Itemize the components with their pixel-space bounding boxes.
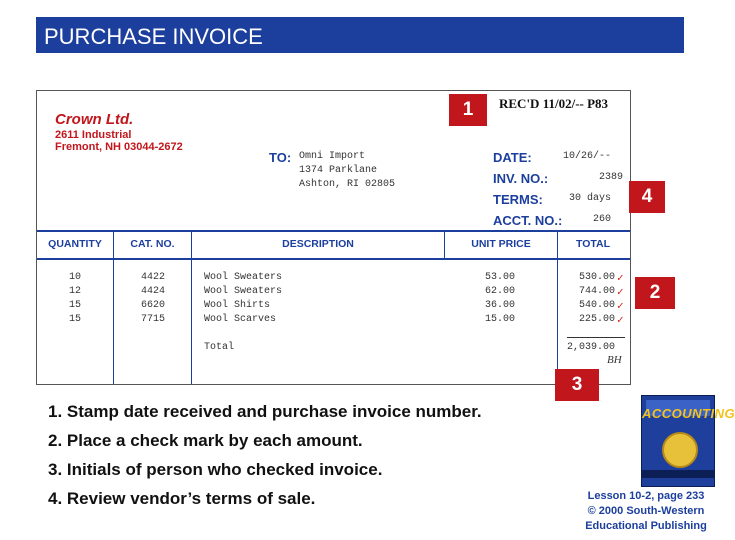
row-description: Wool Sweaters: [204, 272, 283, 283]
invoice-number-value: 2389: [599, 172, 624, 183]
callout-badge-4: 4: [629, 181, 665, 213]
instruction-2: 2. Place a check mark by each amount.: [48, 431, 363, 450]
date-label: DATE:: [493, 150, 532, 165]
row-total: 744.00: [579, 286, 616, 297]
row-quantity: 10: [69, 272, 82, 283]
vendor-name: Crown Ltd.: [55, 111, 134, 128]
account-number-label: ACCT. NO.:: [493, 213, 563, 228]
book-seal-icon: [662, 432, 698, 468]
row-unit-price: 53.00: [485, 272, 516, 283]
account-number-value: 260: [593, 214, 612, 225]
credit-lesson: Lesson 10-2, page 233: [587, 490, 705, 502]
to-street: 1374 Parklane: [299, 165, 378, 176]
credit-copyright: © 2000 South-Western: [587, 505, 705, 517]
vendor-address-line1: 2611 Industrial: [55, 129, 132, 141]
credit-publisher: Educational Publishing: [585, 520, 707, 532]
instruction-3: 3. Initials of person who checked invoice.: [48, 460, 383, 479]
received-stamp: REC'D 11/02/-- P83: [499, 96, 609, 111]
column-divider: [191, 230, 192, 384]
to-label: TO:: [269, 150, 292, 165]
row-cat-no: 7715: [141, 314, 166, 325]
terms-label: TERMS:: [493, 192, 543, 207]
row-cat-no: 4424: [141, 286, 166, 297]
column-divider: [444, 230, 445, 260]
callout-badge-3: 3: [555, 369, 599, 401]
table-header: [37, 230, 630, 260]
row-total: 225.00: [579, 314, 616, 325]
row-quantity: 15: [69, 314, 82, 325]
column-divider: [113, 230, 114, 384]
row-description: Wool Shirts: [204, 300, 271, 311]
row-description: Wool Sweaters: [204, 286, 283, 297]
to-city: Ashton, RI 02805: [299, 179, 396, 190]
to-name: Omni Import: [299, 151, 366, 162]
header-description: DESCRIPTION: [282, 238, 354, 250]
row-cat-no: 6620: [141, 300, 166, 311]
header-total: TOTAL: [575, 238, 611, 250]
header-cat-no: CAT. NO.: [130, 238, 175, 250]
book-title: ACCOUNTING: [642, 406, 735, 421]
row-unit-price: 62.00: [485, 286, 516, 297]
callout-badge-2: 2: [635, 277, 675, 309]
check-mark-icon: ✓: [617, 273, 624, 285]
row-unit-price: 15.00: [485, 314, 516, 325]
row-quantity: 12: [69, 286, 82, 297]
row-quantity: 15: [69, 300, 82, 311]
row-total: 530.00: [579, 272, 616, 283]
title-bar: [36, 17, 684, 53]
row-description: Wool Scarves: [204, 314, 277, 325]
date-value: 10/26/--: [563, 151, 612, 162]
check-mark-icon: ✓: [617, 301, 624, 313]
row-cat-no: 4422: [141, 272, 166, 283]
slide-title: PURCHASE INVOICE: [44, 24, 263, 49]
vendor-address-line2: Fremont, NH 03044-2672: [55, 141, 183, 153]
checker-initials: BH: [607, 354, 622, 366]
header-unit-price: UNIT PRICE: [471, 238, 531, 250]
invoice-number-label: INV. NO.:: [493, 171, 549, 186]
terms-value: 30 days: [569, 193, 612, 204]
check-mark-icon: ✓: [617, 315, 624, 327]
textbook-cover-image: [641, 395, 735, 487]
row-total: 540.00: [579, 300, 616, 311]
callout-badge-1: 1: [449, 94, 487, 126]
book-band: [642, 470, 714, 478]
invoice-document: [36, 90, 631, 385]
instruction-1: 1. Stamp date received and purchase invoice number.: [48, 402, 482, 421]
column-divider: [557, 230, 558, 384]
header-quantity: QUANTITY: [48, 238, 102, 250]
check-mark-icon: ✓: [617, 287, 624, 299]
total-rule: [567, 337, 625, 338]
grand-total: 2,039.00: [567, 342, 616, 353]
instruction-4: 4. Review vendor’s terms of sale.: [48, 489, 316, 508]
total-label: Total: [204, 342, 235, 353]
row-unit-price: 36.00: [485, 300, 516, 311]
